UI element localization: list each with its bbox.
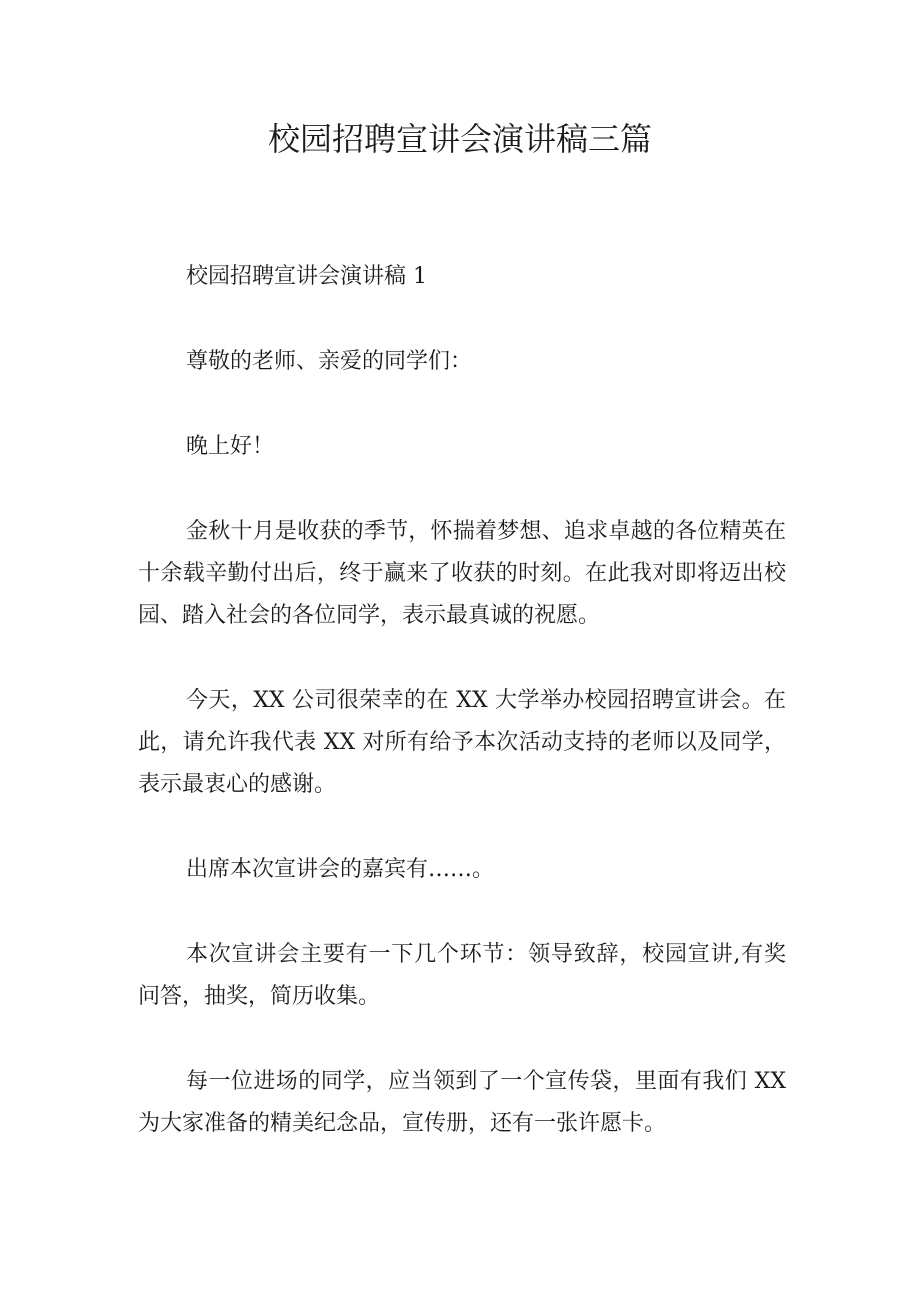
paragraph: 金秋十月是收获的季节，怀揣着梦想、追求卓越的各位精英在十余载辛勤付出后，终于赢来了收获的时刻。在此我对即将迈出校园、踏入社会的各位同学，表示最真诚的祝愿。 (138, 519, 786, 628)
paragraph-heading: 校园招聘宣讲会演讲稿 1 (186, 264, 427, 289)
paragraph: 出席本次宣讲会的嘉宾有……。 (186, 857, 495, 882)
document-title: 校园招聘宣讲会演讲稿三篇 (267, 120, 652, 158)
paragraph-greeting: 晚上好！ (186, 434, 275, 459)
document-body (138, 256, 786, 1188)
paragraph: 今天，XX 公司很荣幸的在 XX 大学举办校园招聘宣讲会。在此，请允许我代表 XX 对所有给予本次活动支持的老师以及同学，表示最衷心的感谢。 (138, 688, 786, 797)
paragraph: 每一位进场的同学，应当领到了一个宣传袋，里面有我们 XX 为大家准备的精美纪念品，宣传册，还有一张许愿卡。 (138, 1069, 786, 1136)
paragraph-salutation: 尊敬的老师、亲爱的同学们： (186, 349, 473, 374)
paragraph: 本次宣讲会主要有一下几个环节：领导致辞，校园宣讲,有奖问答，抽奖，简历收集。 (138, 942, 786, 1009)
